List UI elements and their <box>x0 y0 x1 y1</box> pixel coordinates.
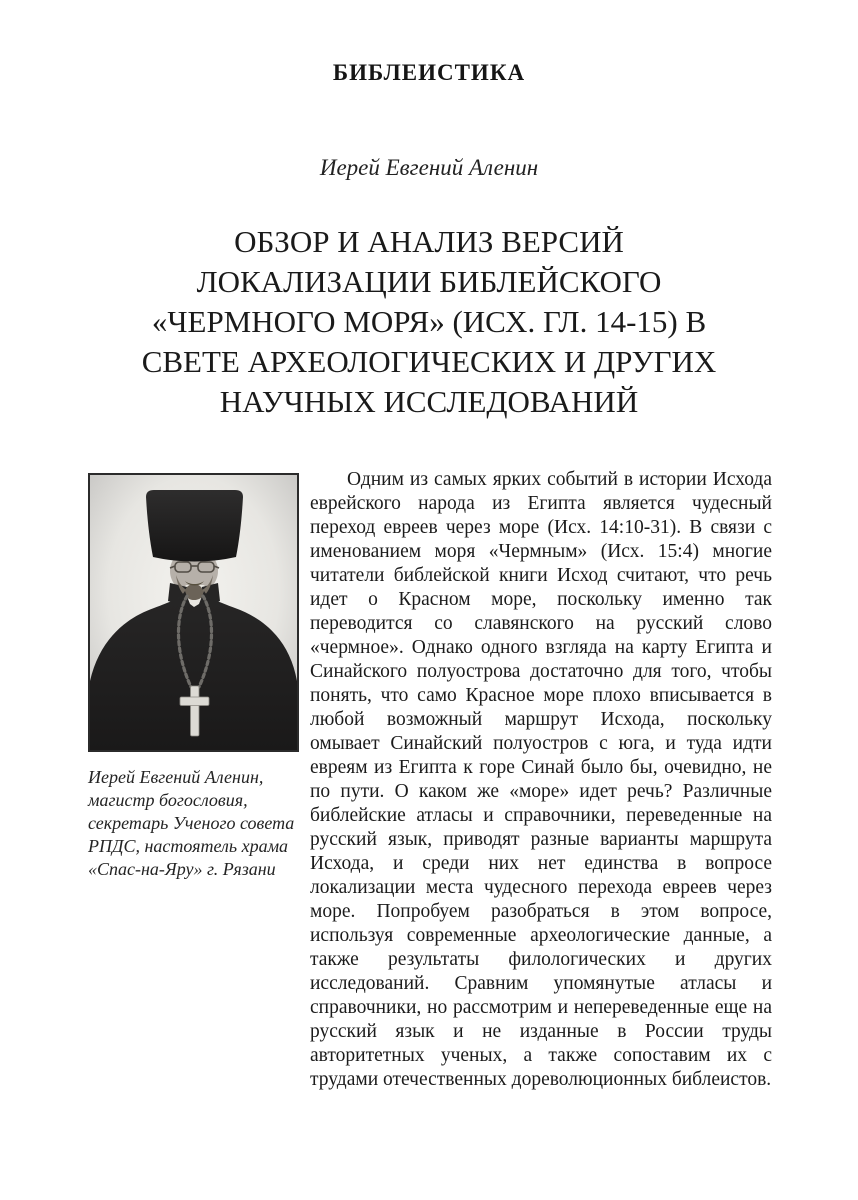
photo-caption <box>88 766 310 881</box>
article-title <box>79 222 779 422</box>
rubric-heading: БИБЛЕИСТИКА <box>332 60 526 85</box>
priest-portrait-illustration <box>90 475 297 750</box>
caption-line: секретарь Ученого совета <box>88 813 295 833</box>
author-photo <box>88 473 299 752</box>
title-line: «ЧЕРМНОГО МОРЯ» (ИСХ. ГЛ. 14-15) В <box>151 304 707 339</box>
caption-line: магистр богословия, <box>88 790 248 810</box>
kamilavka-hat <box>146 490 243 562</box>
article-body <box>310 468 772 1092</box>
caption-line: Иерей Евгений Аленин, <box>88 767 264 787</box>
title-line: ЛОКАЛИЗАЦИИ БИБЛЕЙСКОГО <box>196 264 662 299</box>
title-line: ОБЗОР И АНАЛИЗ ВЕРСИЙ <box>234 224 624 259</box>
author-byline: Иерей Евгений Аленин <box>319 155 539 180</box>
caption-line: «Спас-на-Яру» г. Рязани <box>88 859 276 879</box>
caption-line: РПДС, настоятель храма <box>88 836 289 856</box>
title-line: НАУЧНЫХ ИССЛЕДОВАНИЙ <box>219 384 639 419</box>
body-paragraph: Одним из самых ярких событий в истории Исхода еврейского народа из Египта является чудесный переход евреев через море (Исх. 14:10-31). В связи с именованием моря «Чермным» (Исх. 15:4) многие читатели библейской книги Исход считают, что речь идет о Красном море, поскольку именно так переводится со славянского на русский слово «чермное». Однако одного взгляда на карту Египта и Синайского полуострова достаточно для того, чтобы понять, что само Красное море плохо вписывается в любой возможный маршрут Исхода, поскольку омывает Синайский полуостров с юга, и туда идти евреям из Египта к горе Синай было бы, очевидно, не по пути. О каком же «море» идет речь? Различные библейские атласы и справочники, переведенные на русский язык, приводят разные варианты маршрута Исхода, и среди них нет единства в вопросе локализации места чудесного перехода евреев через море. Попробуем разобраться в этом вопросе, используя современные археологические данные, а также результаты филологических и других исследований. Сравним упомянутые атласы и справочники, но рассмотрим и непереведенные еще на русский язык и не изданные в России труды авторитетных ученых, а также сопоставим их с трудами отечественных дореволюционных библеистов. <box>310 469 772 1090</box>
title-line: СВЕТЕ АРХЕОЛОГИЧЕСКИХ И ДРУГИХ <box>141 344 717 379</box>
